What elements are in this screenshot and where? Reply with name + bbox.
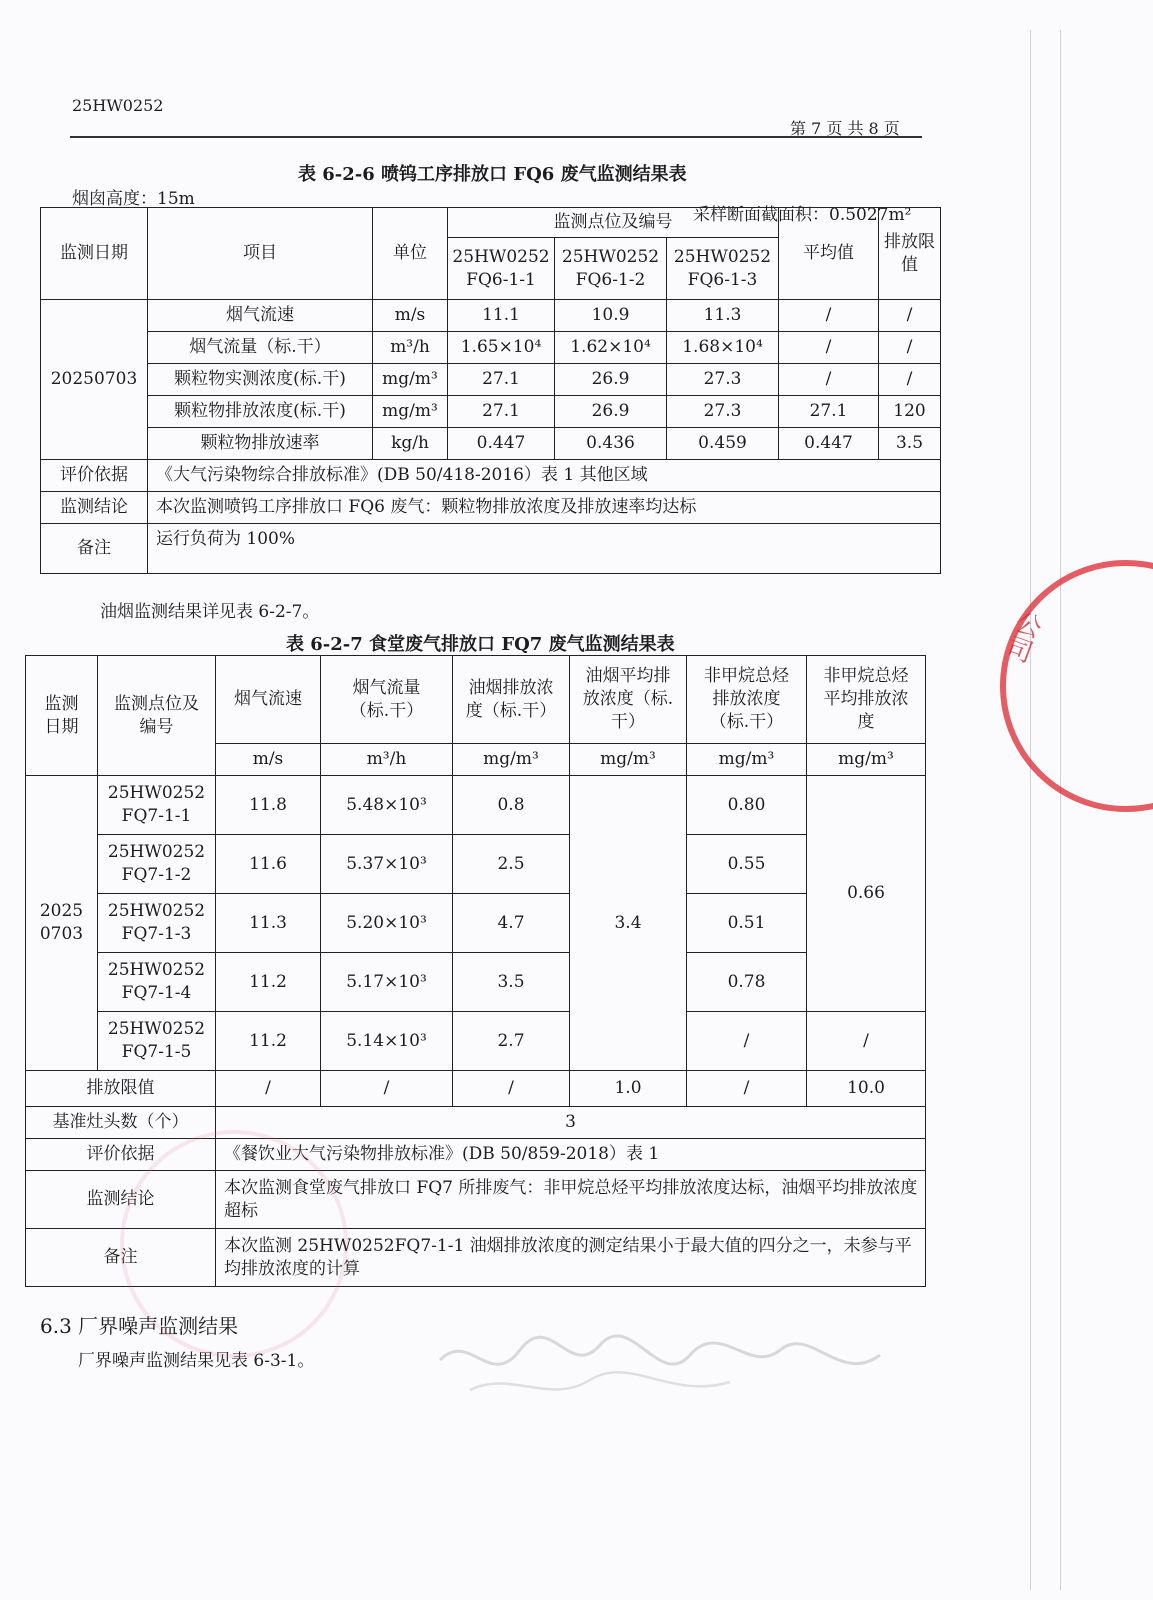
nmhc-cell: 0.78 (687, 953, 807, 1012)
value-cell: 0.459 (667, 428, 779, 460)
limit-flow: / (321, 1071, 453, 1107)
limit-cell: / (879, 300, 941, 332)
table-6-2-7-caption: 表 6-2-7 食堂废气排放口 FQ7 废气监测结果表 (286, 634, 675, 655)
table-row (41, 332, 941, 364)
flow-cell: 5.37×10³ (321, 835, 453, 894)
unit-nmhc: mg/m³ (687, 744, 807, 776)
limit-nmhc-avg: 10.0 (807, 1071, 926, 1107)
header-point-3: 25HW0252 FQ6-1-3 (667, 238, 779, 300)
oil-cell: 3.5 (453, 953, 570, 1012)
nmhc-average-cell: 0.66 (807, 776, 926, 1012)
conclusion-text: 本次监测食堂废气排放口 FQ7 所排废气：非甲烷总烃平均排放浓度达标，油烟平均排放浓度超标 (216, 1171, 926, 1229)
table-row (26, 1012, 926, 1071)
basis-label: 评价依据 (41, 460, 148, 492)
limit-cell: 120 (879, 396, 941, 428)
point-cell: 25HW0252 FQ7-1-2 (98, 835, 216, 894)
point-cell: 25HW0252 FQ7-1-1 (98, 776, 216, 835)
table-row (26, 835, 926, 894)
remark-label: 备注 (26, 1229, 216, 1287)
speed-cell: 11.3 (216, 894, 321, 953)
header-point-1: 25HW0252 FQ6-1-1 (448, 238, 555, 300)
value-cell: 11.1 (448, 300, 555, 332)
remark-text: 本次监测 25HW0252FQ7-1-1 油烟排放浓度的测定结果小于最大值的四分之一，未参与平均排放浓度的计算 (216, 1229, 926, 1287)
item-cell: 颗粒物实测浓度(标.干) (148, 364, 373, 396)
unit-speed: m/s (216, 744, 321, 776)
header-average: 平均值 (779, 208, 879, 300)
section-area: 采样断面截面积：0.5027m² (693, 205, 912, 225)
flow-cell: 5.17×10³ (321, 953, 453, 1012)
speed-cell: 11.2 (216, 1012, 321, 1071)
document-code: 25HW0252 (72, 96, 164, 115)
limit-cell: / (879, 364, 941, 396)
header-speed: 烟气流速 (216, 656, 321, 744)
table-row (41, 428, 941, 460)
oil-cell: 0.8 (453, 776, 570, 835)
item-cell: 烟气流速 (148, 300, 373, 332)
unit-cell: m/s (373, 300, 448, 332)
page-edge-line (1030, 30, 1031, 1590)
item-cell: 烟气流量（标.干） (148, 332, 373, 364)
nmhc-cell: 0.80 (687, 776, 807, 835)
flow-cell: 5.14×10³ (321, 1012, 453, 1071)
conclusion-label: 监测结论 (41, 492, 148, 524)
value-cell: 1.68×10⁴ (667, 332, 779, 364)
point-cell: 25HW0252 FQ7-1-5 (98, 1012, 216, 1071)
header-points: 监测点位及编号 (448, 208, 779, 238)
table-row (41, 396, 941, 428)
unit-oil: mg/m³ (453, 744, 570, 776)
handwritten-signature-bleed (430, 1320, 930, 1410)
oil-cell: 2.7 (453, 1012, 570, 1071)
stove-count-label: 基准灶头数（个） (26, 1107, 216, 1139)
limit-cell: 3.5 (879, 428, 941, 460)
oil-fume-intro: 油烟监测结果详见表 6-2-7。 (100, 602, 320, 622)
table-row (41, 300, 941, 332)
faint-seal-stamp (120, 1130, 348, 1358)
header-date: 监测 日期 (26, 656, 98, 776)
average-cell: 27.1 (779, 396, 879, 428)
value-cell: 27.1 (448, 396, 555, 428)
basis-text: 《餐饮业大气污染物排放标准》(DB 50/859-2018）表 1 (216, 1139, 926, 1171)
header-limit: 排放限值 (879, 208, 941, 300)
page-number: 第 7 页 共 8 页 (790, 119, 900, 138)
value-cell: 26.9 (555, 364, 667, 396)
item-cell: 颗粒物排放速率 (148, 428, 373, 460)
conclusion-text: 本次监测喷钨工序排放口 FQ6 废气：颗粒物排放浓度及排放速率均达标 (148, 492, 941, 524)
value-cell: 1.62×10⁴ (555, 332, 667, 364)
header-point: 监测点位及 编号 (98, 656, 216, 776)
header-nmhc-avg: 非甲烷总烃 平均排放浓 度 (807, 656, 926, 744)
oil-cell: 4.7 (453, 894, 570, 953)
nmhc-cell: 0.55 (687, 835, 807, 894)
table-row (26, 776, 926, 835)
section-heading: 6.3 厂界噪声监测结果 (40, 1314, 239, 1338)
average-cell: 0.447 (779, 428, 879, 460)
nmhc-cell: / (687, 1012, 807, 1071)
table-6-2-6-caption: 表 6-2-6 喷钨工序排放口 FQ6 废气监测结果表 (298, 164, 687, 185)
limit-label: 排放限值 (26, 1071, 216, 1107)
limit-oil: / (453, 1071, 570, 1107)
header-oil: 油烟排放浓 度（标.干） (453, 656, 570, 744)
nmhc-average-cell-last: / (807, 1012, 926, 1071)
unit-cell: mg/m³ (373, 396, 448, 428)
unit-cell: mg/m³ (373, 364, 448, 396)
table-row (26, 894, 926, 953)
header-oil-avg: 油烟平均排 放浓度（标. 干） (570, 656, 687, 744)
nmhc-cell: 0.51 (687, 894, 807, 953)
unit-flow: m³/h (321, 744, 453, 776)
remark-text: 运行负荷为 100% (148, 524, 941, 574)
limit-speed: / (216, 1071, 321, 1107)
header-divider (70, 136, 922, 138)
flow-cell: 5.20×10³ (321, 894, 453, 953)
page-edge-line (1060, 30, 1061, 1590)
unit-cell: kg/h (373, 428, 448, 460)
value-cell: 11.3 (667, 300, 779, 332)
item-cell: 颗粒物排放浓度(标.干) (148, 396, 373, 428)
speed-cell: 11.8 (216, 776, 321, 835)
limit-oil-avg: 1.0 (570, 1071, 687, 1107)
basis-text: 《大气污染物综合排放标准》(DB 50/418-2016）表 1 其他区域 (148, 460, 941, 492)
value-cell: 0.447 (448, 428, 555, 460)
header-point-2: 25HW0252 FQ6-1-2 (555, 238, 667, 300)
header-nmhc: 非甲烷总烃 排放浓度 （标.干） (687, 656, 807, 744)
header-flow: 烟气流量 （标.干） (321, 656, 453, 744)
limit-row (26, 1071, 926, 1107)
header-item: 项目 (148, 208, 373, 300)
table-6-2-6 (40, 207, 941, 574)
limit-cell: / (879, 332, 941, 364)
value-cell: 0.436 (555, 428, 667, 460)
remark-label: 备注 (41, 524, 148, 574)
value-cell: 27.3 (667, 364, 779, 396)
average-cell: / (779, 332, 879, 364)
stove-count-value: 3 (216, 1107, 926, 1139)
value-cell: 1.65×10⁴ (448, 332, 555, 364)
header-date: 监测日期 (41, 208, 148, 300)
point-cell: 25HW0252 FQ7-1-3 (98, 894, 216, 953)
value-cell: 27.3 (667, 396, 779, 428)
speed-cell: 11.6 (216, 835, 321, 894)
value-cell: 10.9 (555, 300, 667, 332)
unit-oil-avg: mg/m³ (570, 744, 687, 776)
average-cell: / (779, 364, 879, 396)
limit-nmhc: / (687, 1071, 807, 1107)
oil-average-cell: 3.4 (570, 776, 687, 1071)
company-seal-stamp (1000, 560, 1153, 812)
point-cell: 25HW0252 FQ7-1-4 (98, 953, 216, 1012)
section-text: 厂界噪声监测结果见表 6-3-1。 (78, 1351, 315, 1371)
flow-cell: 5.48×10³ (321, 776, 453, 835)
unit-cell: m³/h (373, 332, 448, 364)
monitor-date: 20250703 (41, 300, 148, 460)
table-row (41, 364, 941, 396)
header-unit: 单位 (373, 208, 448, 300)
average-cell: / (779, 300, 879, 332)
basis-label: 评价依据 (26, 1139, 216, 1171)
monitor-date: 2025 0703 (26, 776, 98, 1071)
value-cell: 26.9 (555, 396, 667, 428)
speed-cell: 11.2 (216, 953, 321, 1012)
unit-nmhc-avg: mg/m³ (807, 744, 926, 776)
table-row (26, 953, 926, 1012)
value-cell: 27.1 (448, 364, 555, 396)
oil-cell: 2.5 (453, 835, 570, 894)
conclusion-label: 监测结论 (26, 1171, 216, 1229)
company-seal-text: 公司 (999, 606, 1046, 666)
chimney-height: 烟囱高度：15m (72, 189, 195, 209)
